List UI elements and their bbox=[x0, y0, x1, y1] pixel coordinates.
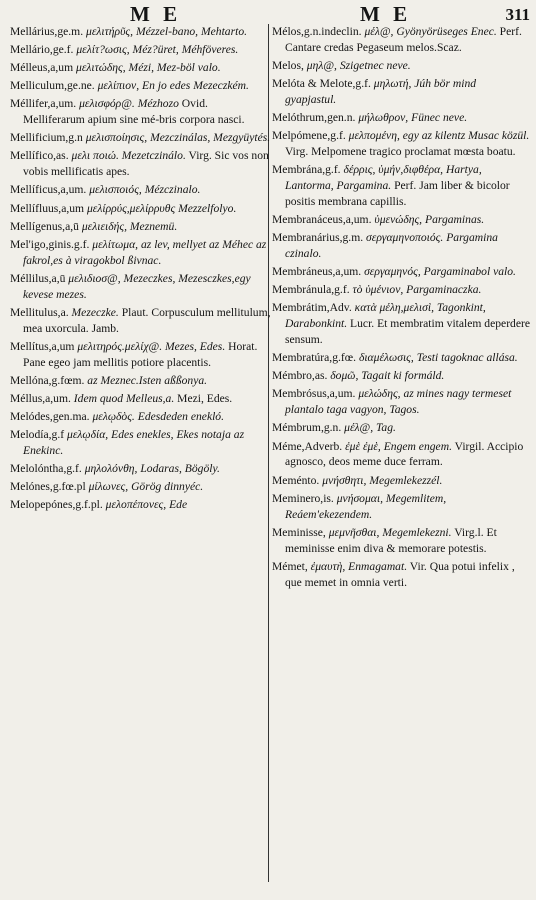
left-column bbox=[10, 24, 272, 515]
entry-hungarian-gloss: Edesdeden enekló. bbox=[137, 409, 225, 423]
entry-headword: Mellárius,ge.m. bbox=[10, 25, 84, 38]
dictionary-entry bbox=[272, 439, 530, 471]
entry-greek-equivalent: μελιειδής, bbox=[81, 219, 127, 233]
entry-headword: Melónes,g.fœ.pl bbox=[10, 480, 86, 494]
dictionary-entry bbox=[10, 409, 272, 425]
dictionary-entry bbox=[10, 373, 272, 389]
entry-headword: Méllilus,a,ū bbox=[10, 271, 66, 285]
entry-headword: Membráneus,a,um. bbox=[272, 265, 362, 279]
entry-greek-equivalent: μηλολόνθη, bbox=[84, 462, 138, 476]
entry-headword: Mellitulus,a. bbox=[10, 305, 69, 319]
entry-hungarian-gloss: egy az kilentz Musac közül. bbox=[402, 129, 530, 143]
dictionary-entry bbox=[272, 368, 530, 384]
dictionary-entry bbox=[10, 271, 272, 303]
dictionary-entry bbox=[10, 391, 272, 407]
entry-hungarian-gloss: Tag. bbox=[376, 421, 396, 435]
entry-hungarian-gloss: Júh bör mind gyapjastul. bbox=[285, 77, 477, 106]
entry-hungarian-gloss: az Meznec.Isten aßßonya. bbox=[87, 373, 208, 387]
entry-hungarian-gloss: Mezzelfolyo. bbox=[178, 201, 237, 215]
entry-headword: Melos, bbox=[272, 59, 304, 72]
dictionary-entry bbox=[272, 473, 530, 489]
entry-greek-equivalent: μελι ποιώ. bbox=[71, 149, 119, 163]
entry-greek-equivalent: ἐμαυτὴ, bbox=[310, 559, 346, 573]
entry-citation: Horat. Pane egeo jam mellitis potiore placentis. bbox=[23, 339, 258, 369]
entry-greek-equivalent: σεργαμηνός, bbox=[364, 265, 421, 279]
entry-greek-equivalent: μελπομένη, bbox=[348, 129, 400, 143]
right-column-header: M E bbox=[360, 2, 412, 26]
entry-headword: Méllus,a,um. bbox=[10, 391, 71, 405]
entry-headword: Melóthrum,gen.n. bbox=[272, 111, 356, 125]
dictionary-entry bbox=[272, 300, 530, 348]
entry-hungarian-gloss: Mezeczkes, Mezesczkes,egy kevese mezes. bbox=[23, 271, 251, 301]
entry-greek-equivalent: ἐμὲ ἐμὲ, bbox=[345, 439, 381, 453]
entry-hungarian-gloss: Mezczinálas, Mezgyüytés. bbox=[150, 131, 271, 145]
entry-headword: Mémbrum,g.n. bbox=[272, 421, 342, 435]
entry-hungarian-gloss: Megemlekezni. bbox=[382, 525, 452, 539]
dictionary-entry bbox=[10, 461, 272, 477]
entry-citation: Virg. Sic vos non vobis mellificatis apes. bbox=[23, 149, 269, 179]
left-column-header: M E bbox=[130, 2, 182, 26]
entry-headword: Membranáceus,a,um. bbox=[272, 213, 372, 227]
entry-hungarian-gloss: Hartya, Lantorma, Pargamina. bbox=[285, 163, 482, 193]
page-number: 311 bbox=[505, 5, 530, 24]
entry-headword: Melodía,g.f bbox=[10, 428, 65, 442]
entry-greek-equivalent: μίλωνες, bbox=[88, 480, 129, 494]
entry-citation: Ovid. Melliferarum apium sine mé-bris corpora nasci. bbox=[23, 97, 245, 127]
entry-hungarian-gloss: az mines nagy termeset plantalo taga vagyon, Tagos. bbox=[285, 387, 512, 417]
entry-greek-equivalent: μεμνῆσθαι, bbox=[328, 525, 380, 539]
entry-greek-equivalent: μελιτήρῦς, bbox=[86, 25, 134, 38]
entry-hungarian-gloss: Pargaminaczka. bbox=[406, 283, 482, 297]
entry-hungarian-gloss: Fünec neve. bbox=[411, 111, 468, 125]
entry-hungarian-gloss: Tagonkint, Darabonkint. bbox=[285, 301, 486, 331]
dictionary-entry bbox=[272, 58, 530, 74]
entry-greek-equivalent: μελῳδία, bbox=[67, 428, 109, 442]
entry-headword: Melolóntha,g.f. bbox=[10, 462, 82, 476]
entry-hungarian-gloss: Mezes, Edes. bbox=[165, 339, 226, 353]
entry-headword: Mellítus,a,um bbox=[10, 339, 75, 353]
entry-hungarian-gloss: Idem quod Melleus,a. bbox=[73, 391, 175, 405]
entry-hungarian-gloss: Mezeczke. bbox=[71, 305, 119, 319]
dictionary-entry bbox=[272, 386, 530, 418]
dictionary-entry bbox=[272, 350, 530, 366]
entry-greek-equivalent: μελίπιον, bbox=[97, 79, 140, 93]
entry-headword: Méllifer,a,um. bbox=[10, 97, 77, 111]
entry-headword: Mélleus,a,um bbox=[10, 61, 74, 75]
dictionary-entry bbox=[272, 420, 530, 436]
entry-greek-equivalent: μέλ@, bbox=[364, 25, 394, 38]
dictionary-entry bbox=[272, 491, 530, 523]
entry-greek-equivalent: μελισποίησις, bbox=[85, 131, 148, 145]
entry-greek-equivalent: μηλ@, bbox=[306, 59, 337, 72]
entry-greek-equivalent: μελίρρύς,μελίρρυθς bbox=[86, 201, 176, 215]
entry-greek-equivalent: ὑμενώδης, bbox=[374, 213, 423, 227]
entry-headword: Méme,Adverb. bbox=[272, 439, 343, 453]
dictionary-entry bbox=[10, 237, 272, 269]
entry-headword: Mellífico,as. bbox=[10, 149, 69, 163]
entry-greek-equivalent: τὸ ὑμένιον, bbox=[352, 283, 404, 297]
dictionary-entry bbox=[10, 201, 272, 217]
dictionary-entry bbox=[10, 96, 272, 128]
entry-hungarian-gloss: Mézhozo bbox=[137, 97, 179, 111]
entry-hungarian-gloss: Gyönyörüseges Enec. bbox=[396, 25, 497, 38]
dictionary-entry bbox=[10, 130, 272, 146]
entry-hungarian-gloss: Testi tagoknac allása. bbox=[416, 351, 518, 365]
entry-hungarian-gloss: Ede bbox=[169, 498, 188, 512]
entry-headword: Melopepónes,g.f.pl. bbox=[10, 498, 103, 512]
entry-citation: Perf. Cantare credas Pegaseum melos.Scaz. bbox=[285, 25, 522, 54]
dictionary-entry bbox=[272, 24, 530, 56]
entry-greek-equivalent: μελισφόρ@. bbox=[79, 97, 135, 111]
dictionary-entry bbox=[10, 24, 272, 40]
entry-headword: Membrátim,Adv. bbox=[272, 301, 352, 315]
dictionary-entry bbox=[10, 42, 272, 58]
entry-greek-equivalent: μελιδιοσ@, bbox=[68, 271, 121, 285]
dictionary-entry bbox=[10, 339, 272, 371]
entry-headword: Membrósus,a,um. bbox=[272, 387, 356, 401]
entry-greek-equivalent: μηλωτή, bbox=[373, 77, 412, 91]
dictionary-entry bbox=[10, 497, 272, 513]
right-column bbox=[272, 24, 530, 593]
entry-hungarian-gloss: Pargaminas. bbox=[425, 213, 485, 227]
entry-headword: Mellígenus,a,ū bbox=[10, 219, 79, 233]
entry-headword: Mellóna,g.fœm. bbox=[10, 373, 85, 387]
entry-hungarian-gloss: Meznemü. bbox=[129, 219, 178, 233]
entry-greek-equivalent: μελώδης, bbox=[358, 387, 401, 401]
entry-greek-equivalent: μελιτηρός.μελίχ@. bbox=[77, 339, 163, 353]
dictionary-entry bbox=[10, 60, 272, 76]
dictionary-entry bbox=[272, 264, 530, 280]
dictionary-entry bbox=[272, 110, 530, 126]
entry-headword: Membrána,g.f. bbox=[272, 163, 341, 177]
dictionary-entry bbox=[10, 479, 272, 495]
entry-citation: Virgil. Accipio agnosco, deos meme duce ferram. bbox=[285, 439, 524, 469]
entry-greek-equivalent: σεργαμηνοποιός. bbox=[366, 231, 444, 245]
entry-headword: Meménto. bbox=[272, 473, 320, 487]
entry-headword: Melódes,gen.ma. bbox=[10, 409, 90, 423]
dictionary-entry bbox=[272, 128, 530, 160]
entry-citation: Mezi, Edes. bbox=[174, 391, 233, 405]
entry-hungarian-gloss: Enmagamat. bbox=[348, 559, 408, 573]
entry-hungarian-gloss: Edes enekles, Ekes notaja az Enekinc. bbox=[23, 428, 245, 457]
entry-headword: Mélos,g.n.indeclin. bbox=[272, 25, 362, 38]
entry-hungarian-gloss: Méz?üret, Méhföveres. bbox=[132, 43, 239, 57]
entry-greek-equivalent: μελοπέπονες, bbox=[105, 498, 167, 512]
entry-citation: Plaut. Corpusculum mellitulum, mea uxorcula. Jamb. bbox=[23, 305, 271, 335]
entry-greek-equivalent: δέρρις, ὑμήν,διφθέρα, bbox=[343, 163, 444, 177]
entry-greek-equivalent: μελῳδὸς. bbox=[92, 409, 135, 423]
entry-headword: Melliculum,ge.ne. bbox=[10, 79, 95, 93]
entry-greek-equivalent: μνήσομαι, bbox=[336, 491, 383, 505]
dictionary-entry bbox=[10, 182, 272, 198]
page-header bbox=[0, 2, 536, 24]
entry-headword: Membratúra,g.fœ. bbox=[272, 351, 357, 365]
entry-headword: Melóta & Melote,g.f. bbox=[272, 77, 371, 91]
entry-hungarian-gloss: az lev, mellyet az Méhec az fakrol,es à viragokbol ßivnac. bbox=[23, 237, 267, 267]
dictionary-entry bbox=[272, 162, 530, 210]
entry-hungarian-gloss: Megemlekezzél. bbox=[369, 473, 443, 487]
dictionary-entry bbox=[272, 525, 530, 557]
entry-headword: Mel'igo,ginis.g.f. bbox=[10, 237, 90, 251]
entry-headword: Meminero,is. bbox=[272, 491, 334, 505]
entry-headword: Mémbro,as. bbox=[272, 369, 328, 383]
entry-headword: Mémet, bbox=[272, 559, 308, 573]
entry-hungarian-gloss: Mézczinalo. bbox=[144, 183, 201, 197]
dictionary-entry bbox=[272, 76, 530, 108]
entry-headword: Mellário,ge.f. bbox=[10, 43, 74, 57]
entry-greek-equivalent: μέλ@, bbox=[344, 421, 374, 435]
entry-hungarian-gloss: Megemlitem, Reáem'ekezendem. bbox=[285, 491, 447, 521]
entry-hungarian-gloss: Lodaras, Bögöly. bbox=[140, 462, 220, 476]
entry-hungarian-gloss: Szigetnec neve. bbox=[339, 59, 411, 72]
entry-citation: Virg. Melpomene tragico proclamat mœsta boatu. bbox=[285, 145, 516, 159]
entry-citation: Virg.l. Et meminisse enim diva & memorare potestis. bbox=[285, 525, 497, 555]
entry-hungarian-gloss: Pargaminabol valo. bbox=[423, 265, 516, 279]
entry-hungarian-gloss: Pargamina czinalo. bbox=[285, 231, 498, 261]
entry-greek-equivalent: κατὰ μέλη,μελισὶ, bbox=[354, 301, 434, 315]
dictionary-entry bbox=[10, 78, 272, 94]
entry-headword: Mellífluus,a,um bbox=[10, 201, 85, 215]
dictionary-entry bbox=[10, 219, 272, 235]
dictionary-entry bbox=[10, 148, 272, 180]
entry-hungarian-gloss: Tagait ki formáld. bbox=[361, 369, 445, 383]
entry-greek-equivalent: δομῶ, bbox=[330, 369, 359, 383]
entry-hungarian-gloss: Görög dinnyéc. bbox=[131, 480, 204, 494]
dictionary-entry bbox=[272, 282, 530, 298]
dictionary-entry bbox=[272, 559, 530, 591]
entry-citation: Vir. Qua potui infelix , que memet in omnia verti. bbox=[285, 559, 515, 589]
entry-hungarian-gloss: Mezetczinálo. bbox=[121, 149, 186, 163]
entry-greek-equivalent: μελιτώδης, bbox=[76, 61, 126, 75]
dictionary-entry bbox=[272, 212, 530, 228]
entry-hungarian-gloss: Mézi, Mez-böl valo. bbox=[128, 61, 221, 75]
entry-hungarian-gloss: Engem engem. bbox=[383, 439, 452, 453]
entry-headword: Melpómene,g.f. bbox=[272, 129, 346, 143]
entry-citation: Perf. Jam liber & bicolor positis membrana capillis. bbox=[285, 179, 510, 208]
entry-headword: Mellíficus,a,um. bbox=[10, 183, 87, 197]
entry-greek-equivalent: διαμέλωσις, bbox=[358, 351, 414, 365]
dictionary-entry bbox=[272, 230, 530, 262]
entry-headword: Mellificium,g.n bbox=[10, 131, 83, 145]
entry-headword: Membránula,g.f. bbox=[272, 283, 350, 297]
entry-greek-equivalent: μήλωθρον, bbox=[358, 111, 409, 125]
dictionary-entry bbox=[10, 305, 272, 337]
entry-hungarian-gloss: En jo edes Mezeczkém. bbox=[142, 79, 249, 93]
entry-headword: Membranárius,g.m. bbox=[272, 231, 364, 245]
entry-hungarian-gloss: Mézzel-bano, Mehtarto. bbox=[135, 25, 248, 38]
entry-citation: Lucr. Et membratim vitalem deperdere sensum. bbox=[285, 317, 531, 347]
entry-greek-equivalent: μνήσθητι, bbox=[322, 473, 367, 487]
dictionary-entry bbox=[10, 427, 272, 459]
entry-headword: Meminisse, bbox=[272, 525, 326, 539]
entry-greek-equivalent: μελίτωμα, bbox=[92, 237, 139, 251]
entry-greek-equivalent: μελίτ?ωσις, bbox=[76, 43, 130, 57]
entry-greek-equivalent: μελισποιός, bbox=[89, 183, 142, 197]
